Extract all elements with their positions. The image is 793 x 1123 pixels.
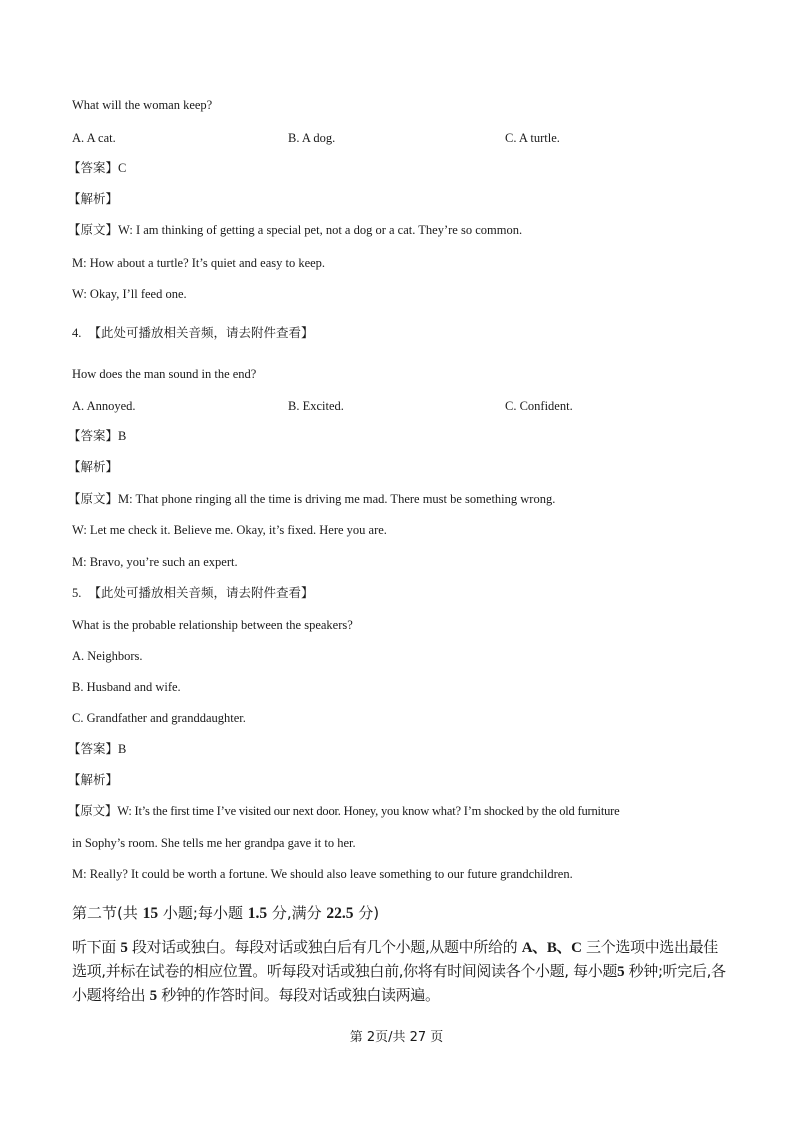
answer-tag: 【答案】 xyxy=(68,741,119,756)
original-tag: 【原文】 xyxy=(68,803,118,818)
q4-header xyxy=(72,325,314,341)
section-title: 第二节(共 15 小题;每小题 1.5 分,满分 22.5 分) xyxy=(72,904,380,922)
q4-audio-note: 【此处可播放相关音频，请去附件查看】 xyxy=(88,325,314,340)
q3-option-c: C. A turtle. xyxy=(505,131,560,145)
q3-answer xyxy=(68,160,127,176)
q3-question: What will the woman keep? xyxy=(72,98,213,112)
q5-original-line-2: in Sophy’s room. She tells me her grandpa gave it to her. xyxy=(72,836,356,850)
answer-value: B xyxy=(118,742,127,756)
q5-audio-note: 【此处可播放相关音频，请去附件查看】 xyxy=(88,585,314,600)
q4-original-line-1: 【原文】M: That phone ringing all the time is driving me mad. There must be something wrong. xyxy=(68,491,556,506)
q3-original-line-1: 【原文】W: I am thinking of getting a special pet, not a dog or a cat. They’re so common. xyxy=(68,222,523,237)
q5-original-line-1: 【原文】W: It’s the first time I’ve visited our next door. Honey, you know what? I’m shocked by the old furniture xyxy=(68,803,620,818)
q3-options xyxy=(72,130,672,146)
answer-value: B xyxy=(118,429,127,443)
q5-number: 5. xyxy=(72,586,82,600)
q4-question: How does the man sound in the end? xyxy=(72,367,257,381)
q5-option-a: A. Neighbors. xyxy=(72,649,143,663)
q5-answer xyxy=(68,741,127,757)
answer-tag: 【答案】 xyxy=(68,160,119,175)
page-footer: 第 2页/共 27 页 xyxy=(349,1030,444,1045)
answer-tag: 【答案】 xyxy=(68,428,119,443)
q4-answer xyxy=(68,428,127,444)
section-instructions: 听下面 5 段对话或独白。每段对话或独白后有几个小题,从题中所给的 A、B、C 三个选项中选出最佳选项,并标在试卷的相应位置。听每段对话或独白前,你将有时间阅读各个小题, 每小题5 秒钟;听完后,各小题将给出 5 秒钟的作答时间。每段对话或独白读两遍。 xyxy=(72,938,726,1004)
original-tag: 【原文】 xyxy=(68,222,119,237)
q4-original-line-2: W: Let me check it. Believe me. Okay, it’s fixed. Here you are. xyxy=(72,523,387,537)
q5-header xyxy=(72,585,314,601)
q4-option-c: C. Confident. xyxy=(505,399,573,413)
analysis-tag: 【解析】 xyxy=(68,772,119,787)
original-tag: 【原文】 xyxy=(68,491,119,506)
q3-option-b: B. A dog. xyxy=(288,131,336,145)
q3-original-line-2: M: How about a turtle? It’s quiet and easy to keep. xyxy=(72,256,326,270)
analysis-tag: 【解析】 xyxy=(68,459,119,474)
q5-option-c: C. Grandfather and granddaughter. xyxy=(72,711,246,725)
answer-value: C xyxy=(118,161,127,175)
q4-options xyxy=(72,398,672,414)
q4-number: 4. xyxy=(72,326,82,340)
q5-original-line-3: M: Really? It could be worth a fortune. We should also leave something to our future grandchildren. xyxy=(72,867,573,881)
q5-question: What is the probable relationship between the speakers? xyxy=(72,618,353,632)
q5-option-b: B. Husband and wife. xyxy=(72,680,181,694)
q3-option-a: A. A cat. xyxy=(72,131,116,145)
q4-option-b: B. Excited. xyxy=(288,399,344,413)
q3-analysis xyxy=(68,191,119,207)
q4-option-a: A. Annoyed. xyxy=(72,399,136,413)
q5-analysis xyxy=(68,772,119,788)
q3-original-line-3: W: Okay, I’ll feed one. xyxy=(72,287,187,301)
q4-original-line-3: M: Bravo, you’re such an expert. xyxy=(72,555,238,569)
q4-analysis xyxy=(68,459,119,475)
analysis-tag: 【解析】 xyxy=(68,191,119,206)
